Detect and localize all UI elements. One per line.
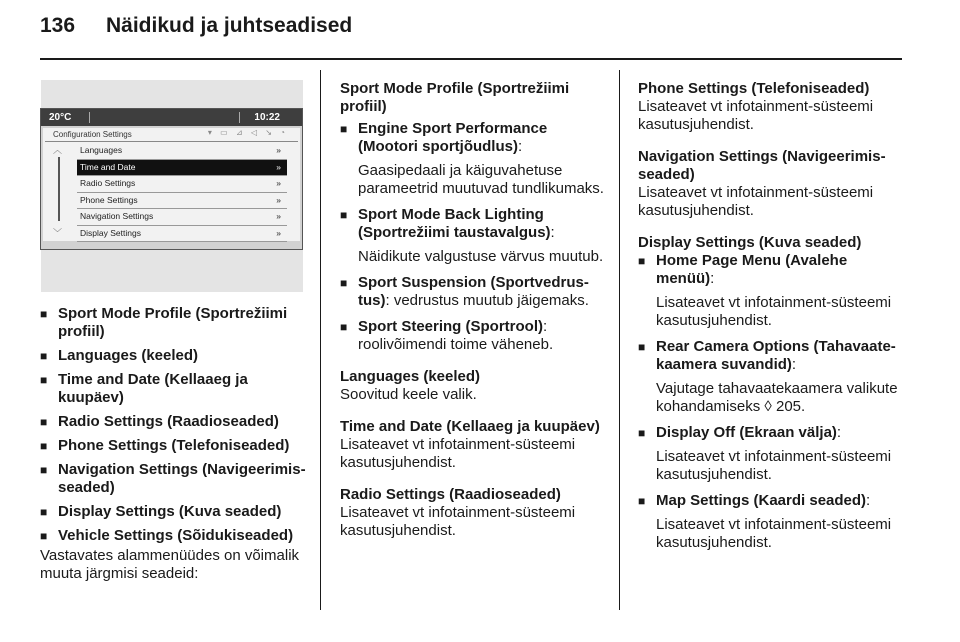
- bullet-text: Lisateavet vt infotainment-süsteemi kasutusjuhendist.: [656, 448, 892, 483]
- menu-item-label: Phone Settings: [80, 194, 138, 205]
- column-divider-1: [320, 70, 321, 610]
- bullet-text: roolivõimendi toime väheneb.: [358, 336, 554, 353]
- body-text: Lisateavet vt infotainment-süsteemi kasutusjuhendist.: [340, 436, 576, 471]
- menu-title: Configuration Settings: [53, 130, 132, 139]
- scrollbar: [58, 157, 60, 221]
- page-header: [40, 14, 352, 38]
- chevron-right-icon: »: [276, 211, 281, 221]
- chevron-right-icon: »: [276, 145, 281, 155]
- section-heading: Display Settings (Kuva seaded): [638, 234, 862, 251]
- list-item: ■ Radio Settings (Raadioseaded): [40, 413, 310, 431]
- menu-item-label: Navigation Settings: [80, 211, 154, 221]
- body-text: Lisateavet vt infotainment-süsteemi kasutusjuhendist.: [638, 184, 874, 219]
- menu-item-display-settings: [77, 226, 287, 243]
- body-text: Soovitud keele valik.: [340, 386, 477, 403]
- menu-item-label: Time and Date: [80, 161, 136, 172]
- temperature-readout: 20°C: [49, 112, 72, 123]
- status-separator: [89, 112, 90, 123]
- header-rule: [40, 58, 902, 60]
- clock-readout: 10:22: [254, 112, 280, 123]
- bullet-title: Display Off (Ekraan välja): [656, 424, 837, 441]
- list-item: ■ Phone Settings (Telefoniseaded): [40, 437, 310, 455]
- scroll-up-icon: ︿: [53, 145, 63, 155]
- list-item: ■ Time and Date (Kellaaeg ja kuupäev): [40, 371, 310, 407]
- screen-status-bar: [41, 109, 302, 126]
- section-heading: Phone Settings (Telefoniseaded): [638, 80, 870, 97]
- bullet-title: Home Page Menu (Avalehe menüü): [656, 252, 848, 287]
- menu-item-label: Languages: [80, 145, 123, 155]
- page-title: Näidikud ja juhtseadised: [106, 14, 353, 37]
- menu-item-label: Radio Settings: [80, 178, 136, 188]
- page-reference: 205.: [776, 398, 806, 415]
- page-number: 136: [40, 14, 76, 37]
- status-separator: [239, 112, 240, 123]
- list-item: ■ Display Settings (Kuva seaded): [40, 503, 310, 521]
- menu-item-languages: [77, 143, 287, 160]
- section-heading: Time and Date (Kellaaeg ja kuupäev): [340, 418, 600, 435]
- menu-item-phone-settings: [77, 193, 287, 210]
- column-1: [40, 305, 310, 583]
- bullet-title: Sport Mode Back Lighting (Sportrežiimi taustavalgus): [358, 206, 551, 241]
- bullet-text: Näidikute valgustuse värvus muutub.: [358, 248, 604, 265]
- chevron-right-icon: »: [276, 194, 281, 205]
- bullet-text: Lisateavet vt infotainment-süsteemi kasutusjuhendist.: [656, 294, 892, 329]
- column-divider-2: [619, 70, 620, 610]
- chevron-right-icon: »: [276, 227, 281, 238]
- scroll-down-icon: ﹀: [53, 228, 63, 238]
- scroll-column: [49, 143, 71, 239]
- infotainment-screen-figure: [40, 108, 303, 250]
- column-2: Sport Mode Profile (Sportrežiimi profiil) ■ Engine Sport Performance (Mootori sportjõudlus): Gaasipedaali ja käiguvahetuse parameetrid muutuvad tundlikumaks. ■ Sport Mode Back Lighting (Sportrežiimi taustavalgus): Näidikute valgustuse värvus muutub. ■ Sport Suspension (Sportvedrus-tus): vedrustus muutub jäigemaks. ■ Sport Steering (Sportrool): roolivõimendi toime väheneb. Languages (keeled) Soovitud keele valik. Time and Date (Kellaaeg ja kuupäev) Lisateavet vt infotainment-süsteemi kasutusjuhendist. Radio Settings (Raadioseaded) Lisateavet vt infotainment-süsteemi kasutusjuhendist.: [340, 80, 610, 540]
- bullet-title: Engine Sport Performance (Mootori sportjõudlus): [358, 120, 548, 155]
- title-divider: [45, 141, 298, 142]
- body-text: Lisateavet vt infotainment-süsteemi kasutusjuhendist.: [340, 504, 576, 539]
- bullet-title: Sport Steering (Sportrool): [358, 318, 543, 335]
- page-reference-icon: ◊: [764, 398, 776, 415]
- menu-item-label: Display Settings: [80, 227, 141, 238]
- bullet-text: : vedrustus muutub jäigemaks.: [385, 292, 589, 309]
- menu-item-navigation-settings: [77, 209, 287, 226]
- bullet-text: Lisateavet vt infotainment-süsteemi kasutusjuhendist.: [656, 516, 892, 551]
- menu-item-time-and-date: [77, 160, 287, 177]
- screen-content: [43, 128, 300, 241]
- list-item: ■ Sport Mode Profile (Sportrežiimi profiil): [40, 305, 310, 341]
- bullet-title: Rear Camera Options (Tahavaate-kaamera suvandid): [656, 338, 896, 373]
- bullet-title: Map Settings (Kaardi seaded): [656, 492, 867, 509]
- section-heading: Sport Mode Profile (Sportrežiimi profiil): [340, 80, 570, 115]
- list-item: ■ Navigation Settings (Navigeerimis-seaded): [40, 461, 310, 497]
- bullet-text: Vajutage tahavaatekaamera valikute kohandamiseks: [656, 380, 898, 415]
- settings-menu: [77, 143, 287, 242]
- list-item: ■ Languages (keeled): [40, 347, 310, 365]
- bullet-text: Gaasipedaali ja käiguvahetuse parameetrid muutuvad tundlikumaks.: [358, 162, 604, 197]
- chevron-right-icon: »: [276, 178, 281, 188]
- menu-item-radio-settings: [77, 176, 287, 193]
- column-3: Phone Settings (Telefoniseaded) Lisateavet vt infotainment-süsteemi kasutusjuhendist. Navigation Settings (Navigeerimis-seaded) Lisateavet vt infotainment-süsteemi kasutusjuhendist. Display Settings (Kuva seaded) ■ Home Page Menu (Avalehe menüü): Lisateavet vt infotainment-süsteemi kasutusjuhendist. ■ Rear Camera Options (Tahavaate-kaamera suvandid): Vajutage tahavaatekaamera valikute kohandamiseks ◊ 205. ■ Display Off (Ekraan välja): Lisateavet vt infotainment-süsteemi kasutusjuhendist. ■ Map Settings (Kaardi seaded): Lisateavet vt infotainment-süsteemi kasutusjuhendist.: [638, 80, 906, 552]
- section-heading: Navigation Settings (Navigeerimis-seaded): [638, 148, 886, 183]
- body-text: Lisateavet vt infotainment-süsteemi kasutusjuhendist.: [638, 98, 874, 133]
- section-heading: Radio Settings (Raadioseaded): [340, 486, 561, 503]
- section-heading: Languages (keeled): [340, 368, 481, 385]
- chevron-right-icon: »: [276, 161, 281, 172]
- bullet-title: Sport Suspension (Sportvedrus-tus): [358, 274, 589, 309]
- list-item: ■ Vehicle Settings (Sõidukiseaded): [40, 527, 310, 545]
- body-text: Vastavates alammenüüdes on võimalik muuta järgmisi seadeid:: [40, 547, 300, 582]
- status-icons: ▾ ▭ ⊿ ◁ ↘ ◔: [207, 128, 288, 137]
